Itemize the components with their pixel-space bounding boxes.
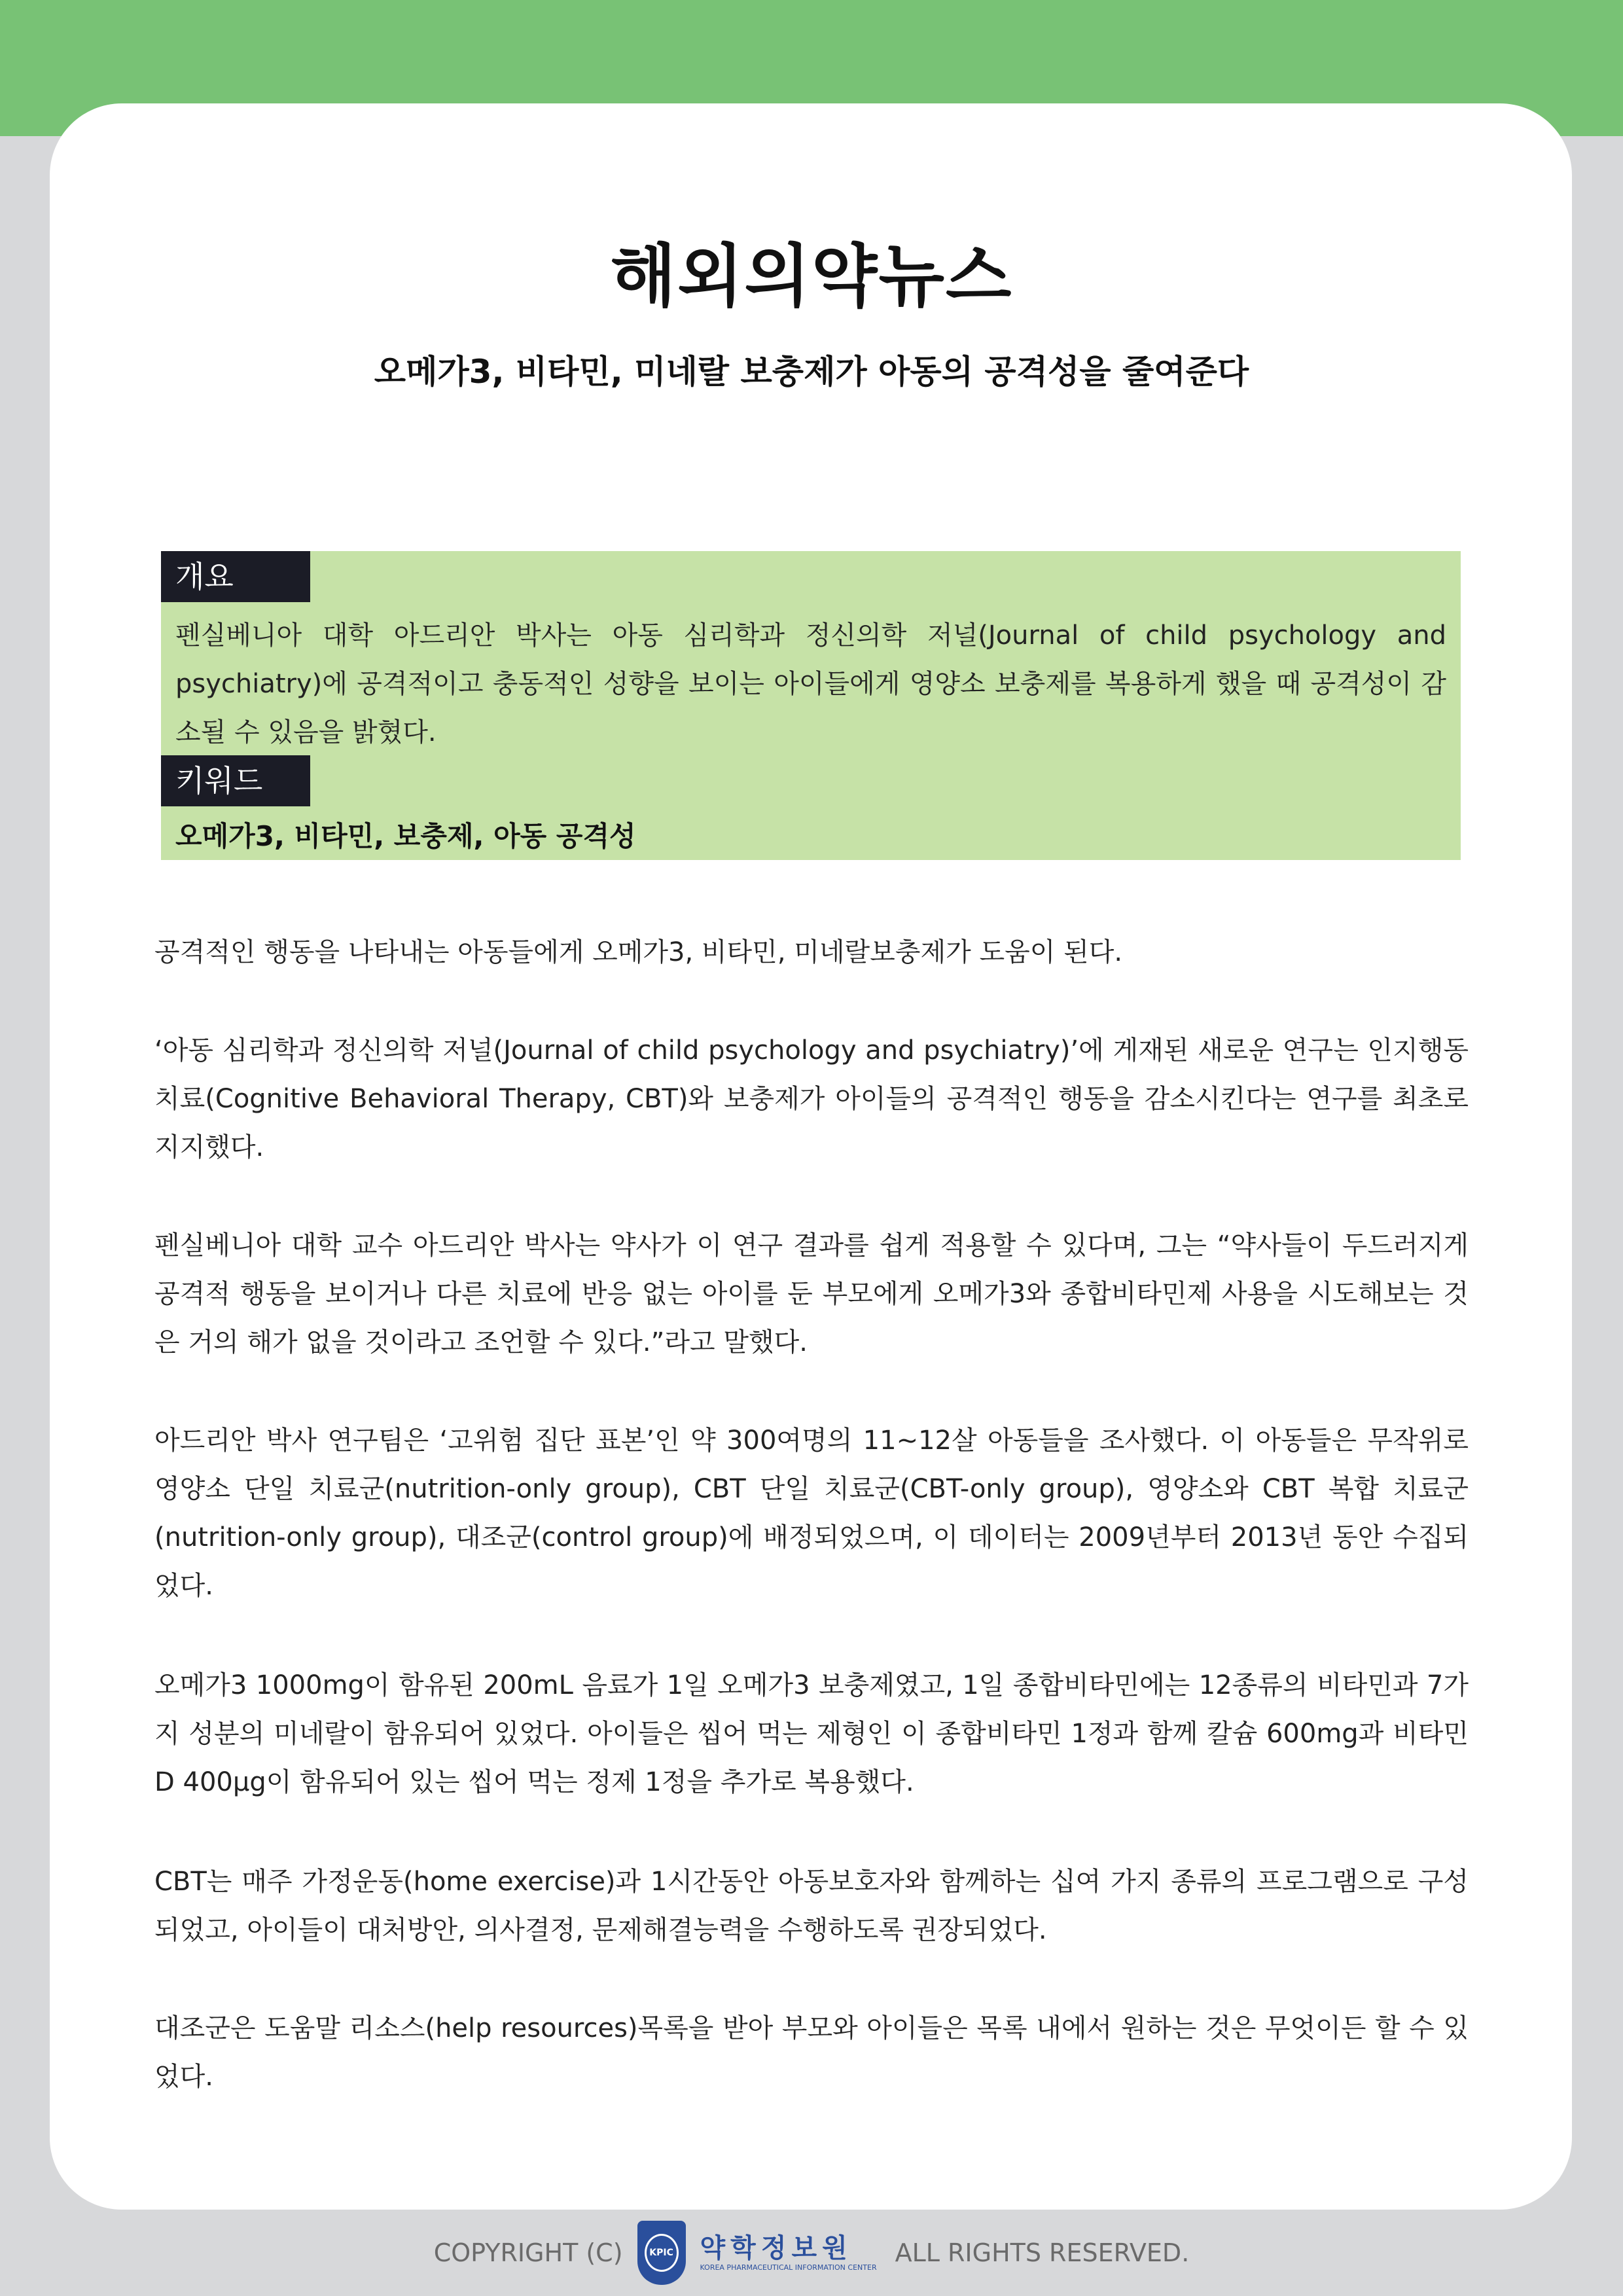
- body-paragraph: 펜실베니아 대학 교수 아드리안 박사는 약사가 이 연구 결과를 쉽게 적용할 수 있다며, 그는 “약사들이 두드러지게 공격적 행동을 보이거나 다른 치료에 반응 없는 아이를 둔 부모에게 오메가3와 종합비타민제 사용을 시도해보는 것은 거의 해가 없을 것이라고 조언할 수 있다.”라고 말했다.: [154, 1230, 1469, 1357]
- body-paragraph: ‘아동 심리학과 정신의학 저널(Journal of child psychology and psychiatry)’에 게재된 새로운 연구는 인지행동치료(Cognitive Behavioral Therapy, CBT)와 보충제가 아이들의 공격적인 행동을 감소시킨다는 연구를 최초로 지지했다.: [154, 1035, 1469, 1162]
- body-paragraph: 공격적인 행동을 나타내는 아동들에게 오메가3, 비타민, 미네랄보충제가 도움이 된다.: [154, 937, 1123, 967]
- kpic-logo-text: [700, 2233, 877, 2272]
- copyright-left: COPYRIGHT (C): [433, 2238, 623, 2267]
- body-paragraph: 오메가3 1000mg이 함유된 200mL 음료가 1일 오메가3 보충제였고, 1일 종합비타민에는 12종류의 비타민과 7가지 성분의 미네랄이 함유되어 있었다. 아이들은 씹어 먹는 제형인 이 종합비타민 1정과 함께 칼슘 600mg과 비타민D 400μg이 함유되어 있는 씹어 먹는 정제 1정을 추가로 복용했다.: [154, 1670, 1469, 1797]
- copyright-right: ALL RIGHTS RESERVED.: [895, 2238, 1190, 2267]
- body-paragraph: 아드리안 박사 연구팀은 ‘고위험 집단 표본’인 약 300여명의 11~12살 아동들을 조사했다. 이 아동들은 무작위로 영양소 단일 치료군(nutrition-only group), CBT 단일 치료군(CBT-only group), 영양소와 CBT 복합 치료군(nutrition-only group), 대조군(control group)에 배정되었으며, 이 데이터는 2009년부터 2013년 동안 수집되었다.: [154, 1426, 1469, 1601]
- footer: [0, 2210, 1623, 2296]
- kpic-badge: KPIC: [645, 2234, 679, 2272]
- keywords-text: 오메가3, 비타민, 보충제, 아동 공격성: [175, 820, 636, 852]
- body-paragraph: CBT는 매주 가정운동(home exercise)과 1시간동안 아동보호자와 함께하는 십여 가지 종류의 프로그램으로 구성되었고, 아이들이 대처방안, 의사결정, 문제해결능력을 수행하도록 권장되었다.: [154, 1867, 1469, 1945]
- logo-english: KOREA PHARMACEUTICAL INFORMATION CENTER: [700, 2263, 877, 2272]
- page-title: 해외의약뉴스: [610, 236, 1013, 316]
- summary-box: [161, 551, 1461, 860]
- overview-label: 개요: [161, 551, 310, 602]
- logo-korean: 약학정보원: [700, 2233, 853, 2263]
- overview-text: 펜실베니아 대학 아드리안 박사는 아동 심리학과 정신의학 저널(Journal of child psychology and psychiatry)에 공격적이고 충동적인 성향을 보이는 아이들에게 영양소 보충제를 복용하게 했을 때 공격성이 감소될 수 있음을 밝혔다.: [175, 620, 1446, 747]
- keywords-label: 키워드: [161, 755, 310, 806]
- kpic-logo-icon: [637, 2221, 686, 2285]
- article-headline: 오메가3, 비타민, 미네랄 보충제가 아동의 공격성을 줄여준다: [374, 353, 1249, 391]
- body-paragraph: 대조군은 도움말 리소스(help resources)목록을 받아 부모와 아이들은 목록 내에서 원하는 것은 무엇이든 할 수 있었다.: [154, 2013, 1469, 2092]
